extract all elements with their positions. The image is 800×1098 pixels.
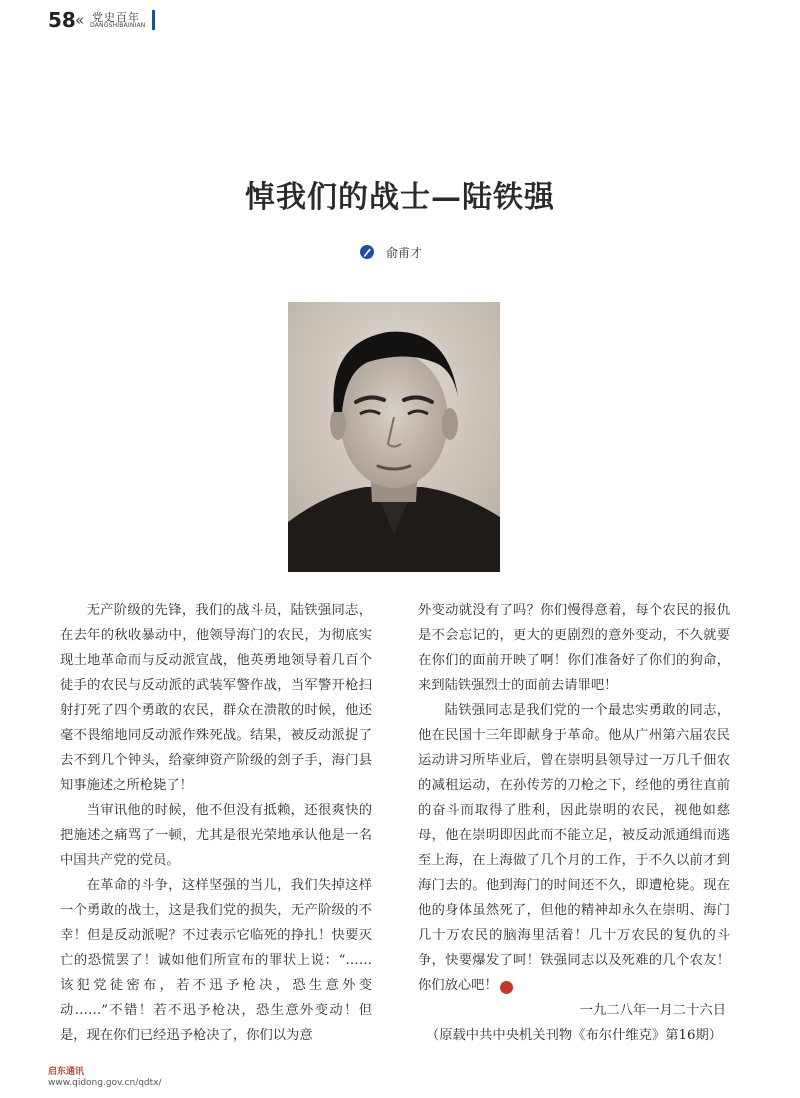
left-column — [60, 598, 372, 1048]
pen-icon — [360, 245, 374, 259]
column-accent-bar — [152, 10, 155, 30]
paragraph: 在革命的斗争，这样坚强的当儿，我们失掉这样一个勇敢的战士，这是我们党的损失，无产阶级的不幸！但是反动派呢？不过表示它临死的挣扎！快要灭亡的恐慌罢了！诚如他们所宣布的罪状上说：“……该犯党徒密布，若不迅予枪决，恐生意外变动……”不错！若不迅予枪决，恐生意外变动！但是，现在你们已经迅予枪决了，你们以为意 — [60, 878, 372, 1043]
column-subtitle: DANGSHIBAINIAN — [90, 22, 146, 29]
paragraph — [418, 698, 730, 998]
column-title: 党史百年 — [92, 11, 140, 24]
right-column — [418, 598, 730, 1048]
byline — [360, 244, 480, 262]
portrait-photo — [288, 302, 500, 572]
paragraph: 当审讯他的时候，他不但没有抵赖，还很爽快的把施述之痛骂了一顿，尤其是很光荣地承认他是一名中国共产党的党员。 — [60, 803, 372, 868]
footer-url[interactable]: www.qidong.gov.cn/qdtx/ — [48, 1078, 162, 1088]
chevron-left-icon: « — [75, 11, 85, 29]
footer-brand: 启东通讯 — [48, 1067, 85, 1077]
page-footer — [48, 1064, 162, 1088]
portrait-image — [288, 302, 500, 572]
article-title: 悼我们的战士—陆铁强 — [245, 180, 555, 215]
paragraph-continuation: 外变动就没有了吗？你们慢得意着，每个农民的报仇是不会忘记的，更大的更剧烈的意外变动，不久就要在你们的面前开映了啊！你们准备好了你们的狗命，来到陆铁强烈士的面前去请罪吧！ — [418, 603, 730, 693]
page-number: 58 — [48, 8, 76, 32]
page-header — [48, 8, 168, 32]
paragraph: 无产阶级的先锋，我们的战斗员，陆铁强同志，在去年的秋收暴动中，他领导海门的农民，为彻底实现土地革命而与反动派宣战，他英勇地领导着几百个徒手的农民与反动派的武装军警作战，当军警开枪扫射打死了四个勇敢的农民，群众在溃散的时候，他还毫不畏缩地同反动派作殊死战。结果，被反动派捉了去不到几个钟头，给豪绅资产阶级的刽子手，海门县知事施述之所枪毙了！ — [60, 603, 372, 793]
article-source: （原载中共中央机关刊物《布尔什维克》第16期） — [425, 1028, 723, 1043]
end-mark-icon: 党 — [500, 981, 513, 994]
article-date: 一九二八年一月二十六日 — [579, 1003, 726, 1018]
author-name: 俞甫才 — [386, 246, 423, 260]
paragraph-text: 陆铁强同志是我们党的一个最忠实勇敢的同志，他在民国十三年即献身于革命。他从广州第六届农民运动讲习所毕业后，曾在崇明县领导过一万几千佃农的减租运动，在孙传芳的刀枪之下，经他的勇往直前的奋斗而取得了胜利，因此崇明的农民，视他如慈母，他在崇明即因此而不能立足，被反动派通缉而逃至上海，在上海做了几个月的工作，于不久以前才到海门去的。他到海门的时间还不久，即遭枪毙。现在他的身体虽然死了，但他的精神却永久在崇明、海门几十万农民的脑海里活着！几十万农民的复仇的斗争，快要爆发了呵！铁强同志以及死难的几个农友！你们放心吧！ — [418, 703, 730, 993]
